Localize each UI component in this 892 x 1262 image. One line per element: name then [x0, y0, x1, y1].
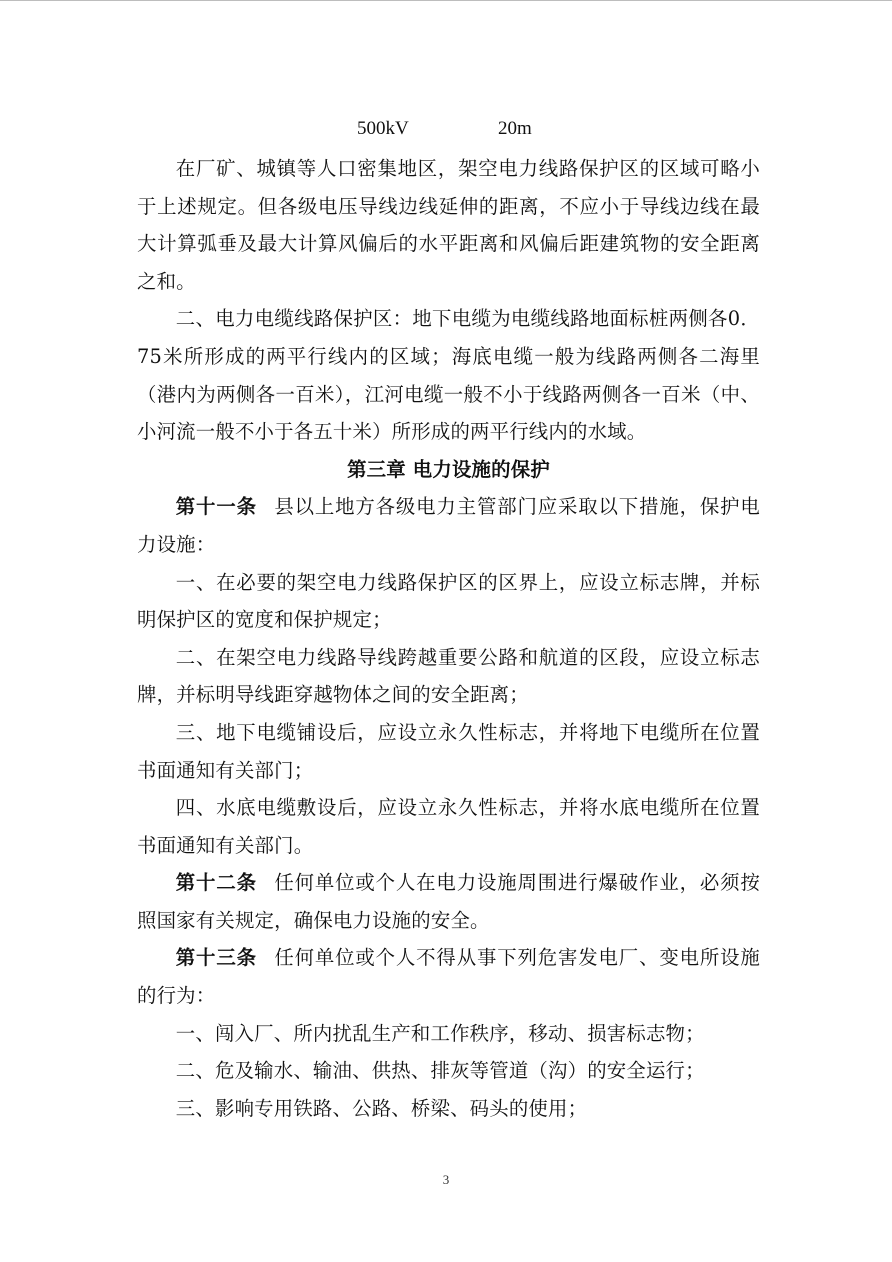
page-number: 3 — [442, 1172, 450, 1187]
article-number: 第十一条 — [175, 495, 257, 519]
paragraph-dense-area: 在厂矿、城镇等人口密集地区，架空电力线路保护区的区域可略小于上述规定。但各级电压导线边线延伸的距离，不应小于导线边线在最大计算弧垂及最大计算风偏后的水平距离和风偏后距建筑物的安全距离之和。 — [137, 157, 760, 293]
article-number: 第十二条 — [175, 871, 257, 895]
chapter-title: 第三章 电力设施的保护 — [347, 457, 550, 481]
article-11 — [137, 488, 760, 563]
article-12 — [137, 864, 760, 939]
article-11-item-3: 三、地下电缆铺设后，应设立永久性标志，并将地下电缆所在位置书面通知有关部门； — [137, 720, 760, 782]
article-11-item-4: 四、水底电缆敷设后，应设立永久性标志，并将水底电缆所在位置书面通知有关部门。 — [137, 796, 760, 857]
article-11-item-2: 二、在架空电力线路导线跨越重要公路和航道的区段，应设立标志牌，并标明导线距穿越物体之间的安全距离； — [137, 645, 760, 707]
article-text: 任何单位或个人不得从事下列危害发电厂、变电所设施的行为： — [137, 946, 760, 1008]
protection-distance-value: 20m — [498, 118, 532, 139]
article-text: 任何单位或个人在电力设施周围进行爆破作业，必须按照国家有关规定，确保电力设施的安全。 — [137, 871, 760, 932]
article-13-item-2: 二、危及输水、输油、供热、排灰等管道（沟）的安全运行； — [175, 1059, 705, 1083]
article-text: 县以上地方各级电力主管部门应采取以下措施，保护电力设施： — [137, 495, 760, 556]
top-border-line — [0, 0, 892, 1]
article-number: 第十三条 — [175, 946, 257, 970]
voltage-table-row — [0, 118, 892, 146]
article-13-item-3: 三、影响专用铁路、公路、桥梁、码头的使用； — [175, 1096, 588, 1120]
document-body — [137, 150, 760, 1127]
paragraph-cable-protection-zone: 二、电力电缆线路保护区：地下电缆为电缆线路地面标桩两侧各0．75米所形成的两平行线内的区域；海底电缆一般为线路两侧各二海里（港内为两侧各一百米），江河电缆一般不小于线路两侧各一百米（中、小河流一般不小于各五十米）所形成的两平行线内的水域。 — [137, 307, 760, 444]
article-11-item-1: 一、在必要的架空电力线路保护区的区界上，应设立标志牌，并标明保护区的宽度和保护规定； — [137, 570, 760, 632]
voltage-value: 500kV — [357, 118, 409, 139]
article-13-item-1: 一、闯入厂、所内扰乱生产和工作秩序，移动、损害标志物； — [175, 1021, 705, 1045]
article-13 — [137, 939, 760, 1014]
